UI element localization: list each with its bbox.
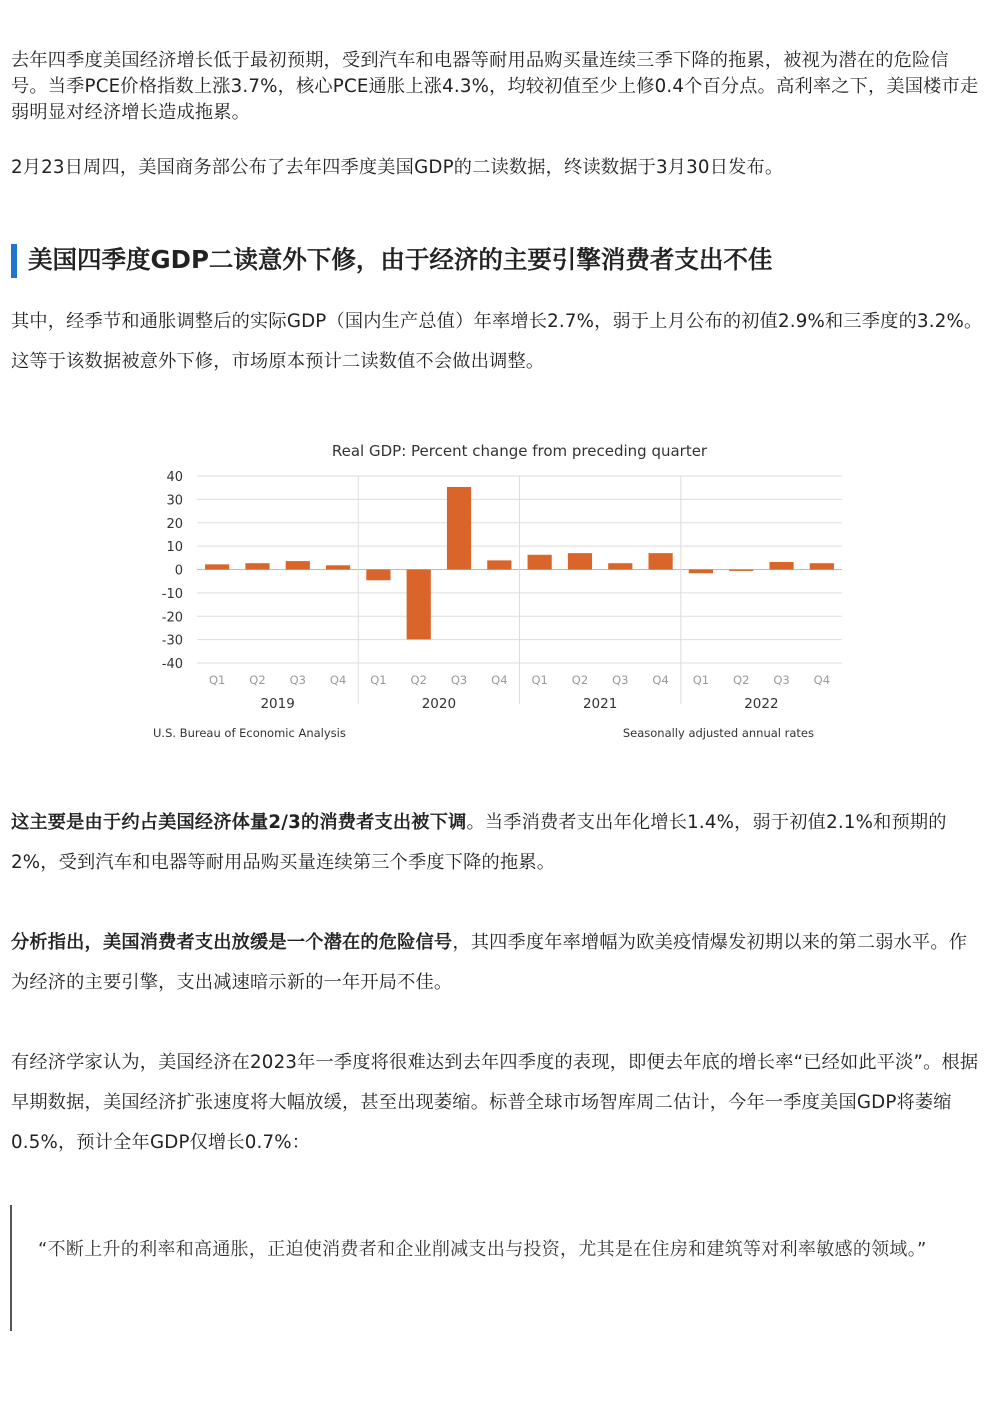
chart-bar <box>205 564 229 569</box>
y-tick-label: 20 <box>166 516 183 532</box>
x-tick-label: Q4 <box>491 673 508 687</box>
chart-title: Real GDP: Percent change from preceding quarter <box>331 442 708 460</box>
x-tick-label: Q2 <box>733 673 750 687</box>
section-heading-text: 美国四季度GDP二读意外下修，由于经济的主要引擎消费者支出不佳 <box>28 245 773 274</box>
x-tick-label: Q1 <box>208 673 226 687</box>
chart-bar <box>487 560 511 569</box>
chart-bar <box>366 570 390 581</box>
paragraph-3: 其中，经季节和通胀调整后的实际GDP（国内生产总值）年率增长2.7%，弱于上月公布的初值2.9%和三季度的3.2%。这等于该数据被意外下修，市场原本预计二读数值不会做出调整。 <box>11 311 983 372</box>
chart-bar <box>769 562 793 569</box>
chart-bar <box>689 570 713 574</box>
x-tick-label: Q4 <box>813 673 831 687</box>
chart-bar <box>729 570 753 571</box>
chart-source: U.S. Bureau of Economic Analysis <box>153 726 346 740</box>
y-tick-label: 40 <box>166 470 183 485</box>
blockquote <box>10 1205 972 1331</box>
y-tick-label: 0 <box>174 563 183 579</box>
y-tick-label: -30 <box>161 633 183 649</box>
y-tick-label: -10 <box>161 586 183 602</box>
paragraph-5-bold: 分析指出，美国消费者支出放缓是一个潜在的危险信号 <box>11 932 453 953</box>
x-tick-label: Q1 <box>370 673 387 687</box>
paragraph-5-rest: ，其四季度年率增幅为欧美疫情爆发初期以来的第二弱水平。作为经济的主要引擎，支出减速暗示新的一年开局不佳。 <box>11 932 968 993</box>
paragraph-4-bold: 这主要是由于约占美国经济体量2/3的消费者支出被下调 <box>11 812 467 833</box>
chart-bar <box>810 563 834 569</box>
y-tick-label: -40 <box>161 657 183 672</box>
paragraph-4 <box>11 803 983 883</box>
paragraph-4-rest: 。当季消费者支出年化增长1.4%，弱于初值2.1%和预期的2%，受到汽车和电器等耐用品购买量连续第三个季度下降的拖累。 <box>11 812 947 873</box>
gdp-bar-chart <box>145 432 845 752</box>
paragraph-2: 2月23日周四，美国商务部公布了去年四季度美国GDP的二读数据，终读数据于3月30日发布。 <box>11 157 784 178</box>
chart-bar <box>447 487 471 570</box>
chart-bar <box>326 565 350 569</box>
heading-accent-bar <box>11 244 17 278</box>
x-tick-label: Q3 <box>450 673 468 687</box>
chart-bar <box>407 570 431 640</box>
chart-bar <box>528 555 552 570</box>
x-tick-label: Q3 <box>612 673 629 687</box>
x-tick-label: Q3 <box>289 673 306 687</box>
x-tick-label: Q2 <box>571 673 589 687</box>
year-label: 2019 <box>260 696 295 712</box>
x-tick-label: Q4 <box>329 673 347 687</box>
chart-bar <box>286 561 310 569</box>
y-tick-label: -20 <box>161 610 183 626</box>
chart-bar <box>568 553 592 569</box>
paragraph-6: 有经济学家认为，美国经济在2023年一季度将很难达到去年四季度的表现，即便去年底的增长率“已经如此平淡”。根据早期数据，美国经济扩张速度将大幅放缓，甚至出现萎缩。标普全球市场智库周二估计，今年一季度美国GDP将萎缩0.5%，预计全年GDP仅增长0.7%： <box>11 1052 979 1153</box>
x-tick-label: Q1 <box>692 673 710 687</box>
chart-bar <box>649 553 673 569</box>
blockquote-text: “不断上升的利率和高通胀，正迫使消费者和企业削减支出与投资，尤其是在住房和建筑等对利率敏感的领域。” <box>38 1239 927 1260</box>
section-heading <box>11 240 983 280</box>
y-tick-label: 30 <box>166 493 183 509</box>
x-tick-label: Q3 <box>773 673 790 687</box>
x-tick-label: Q2 <box>249 673 266 687</box>
y-tick-label: 10 <box>166 540 183 556</box>
x-tick-label: Q4 <box>652 673 669 687</box>
x-tick-label: Q1 <box>531 673 548 687</box>
year-label: 2020 <box>421 696 457 712</box>
x-tick-label: Q2 <box>410 673 427 687</box>
chart-bar <box>608 563 632 569</box>
year-label: 2022 <box>744 696 779 712</box>
year-label: 2021 <box>582 696 618 712</box>
paragraph-5 <box>11 923 983 1003</box>
chart-note: Seasonally adjusted annual rates <box>622 726 814 740</box>
chart-bar <box>245 563 269 569</box>
paragraph-1: 去年四季度美国经济增长低于最初预期，受到汽车和电器等耐用品购买量连续三季下降的拖累，被视为潜在的危险信号。当季PCE价格指数上涨3.7%，核心PCE通胀上涨4.3%，均较初值至少上修0.4个百分点。高利率之下，美国楼市走弱明显对经济增长造成拖累。 <box>11 50 979 123</box>
